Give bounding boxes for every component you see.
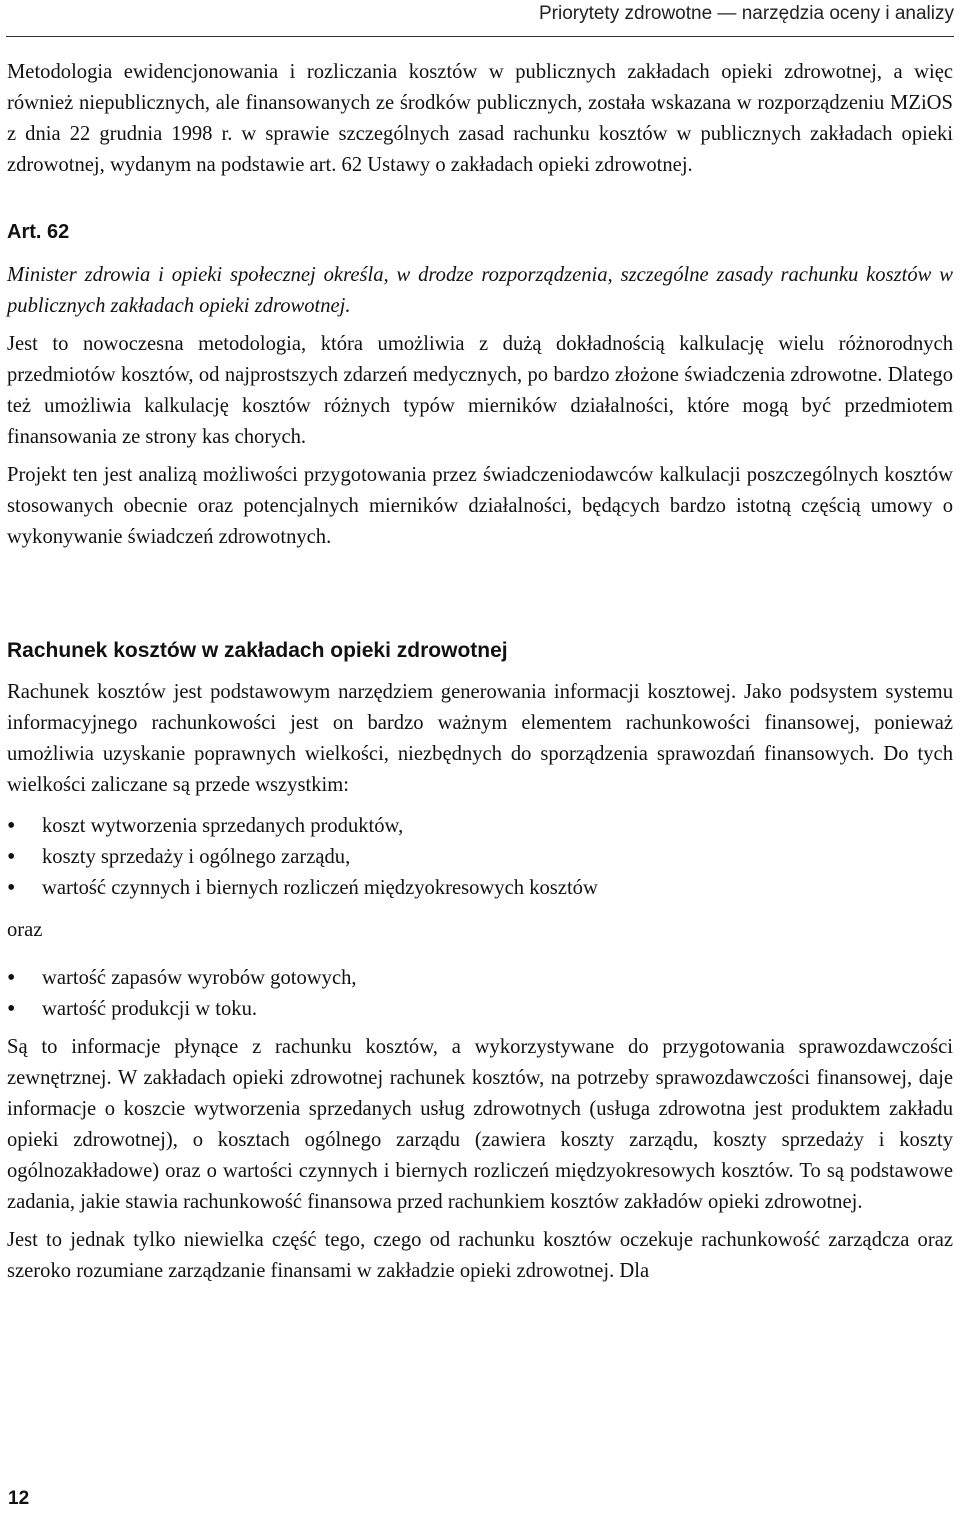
running-header-title: Priorytety zdrowotne — narzędzia oceny i analizy: [538, 3, 954, 24]
bullet-list-primary: [7, 811, 953, 904]
list-item: • koszt wytworzenia sprzedanych produktów,: [7, 811, 953, 842]
page-header: [0, 0, 960, 34]
closing-paragraph: Jest to jednak tylko niewielka część tego, czego od rachunku kosztów oczekuje rachunkowość zarządcza oraz szeroko rozumiane zarządzanie finansami w zakładzie opieki zdrowotnej. Dla: [7, 1229, 953, 1282]
section-title: Rachunek kosztów w zakładach opieki zdrowotnej: [7, 639, 508, 662]
page-content: [7, 57, 953, 1287]
section-intro-paragraph: Rachunek kosztów jest podstawowym narzędziem generowania informacji kosztowej. Jako podsystem systemu informacyjnego rachunkowości jest on bardzo ważnym elementem rachunkowości finansowej, ponieważ umożliwia uzyskanie poprawnych wielkości, niezbędnych do sporządzenia sprawozdań finansowych. Do tych wielkości zaliczane są przede wszystkim:: [7, 681, 953, 796]
list-item: • wartość czynnych i biernych rozliczeń międzyokresowych kosztów: [7, 873, 953, 904]
list-item: • wartość produkcji w toku.: [7, 994, 953, 1025]
article-heading: Art. 62: [7, 221, 70, 243]
list-item: • wartość zapasów wyrobów gotowych,: [7, 963, 953, 994]
bullet-list-secondary: [7, 963, 953, 1025]
list-item: • koszty sprzedaży i ogólnego zarządu,: [7, 842, 953, 873]
methodology-paragraph: Jest to nowoczesna metodologia, która umożliwia z dużą dokładnością kalkulację wielu różnorodnych przedmiotów kosztów, od najprostszych zdarzeń medycznych, po bardzo złożone świadczenia zdrowotne. Dlatego też umożliwia kalkulację kosztów różnych typów mierników działalności, które mogą być przedmiotem finansowania ze strony kas chorych.: [7, 333, 953, 448]
project-paragraph: Projekt ten jest analizą możliwości przygotowania przez świadczeniodawców kalkulacji poszczególnych kosztów stosowanych obecnie oraz potencjalnych mierników działalności, będących bardzo istotną częścią umowy o wykonywanie świadczeń zdrowotnych.: [7, 464, 953, 548]
conjunction-text: oraz: [7, 919, 43, 941]
information-paragraph: Są to informacje płynące z rachunku kosztów, a wykorzystywane do przygotowania sprawozdawczości zewnętrznej. W zakładach opieki zdrowotnej rachunek kosztów, na potrzeby sprawozdawczości finansowej, daje informacje o koszcie wytworzenia sprzedanych usług zdrowotnych (usługa zdrowotna jest produktem zakładu opieki zdrowotnej), o kosztach ogólnego zarządu (zawiera koszty zarządu, koszty sprzedaży i koszty ogólnozakładowe) oraz o wartości czynnych i biernych rozliczeń międzyokresowych kosztów. To są podstawowe zadania, jakie stawia rachunkowość finansowa przed rachunkiem kosztów zakładów opieki zdrowotnej.: [7, 1036, 953, 1213]
page-number: 12: [8, 1488, 30, 1509]
header-divider: [6, 36, 954, 37]
intro-paragraph: Metodologia ewidencjonowania i rozliczania kosztów w publicznych zakładach opieki zdrowotnej, a więc również niepublicznych, ale finansowanych ze środków publicznych, została wskazana w rozporządzeniu MZiOS z dnia 22 grudnia 1998 r. w sprawie szczególnych zasad rachunku kosztów w publicznych zakładach opieki zdrowotnej, wydanym na podstawie art. 62 Ustawy o zakładach opieki zdrowotnej.: [7, 61, 953, 176]
article-quote: Minister zdrowia i opieki społecznej określa, w drodze rozporządzenia, szczególne zasady rachunku kosztów w publicznych zakładach opieki zdrowotnej.: [7, 264, 953, 317]
